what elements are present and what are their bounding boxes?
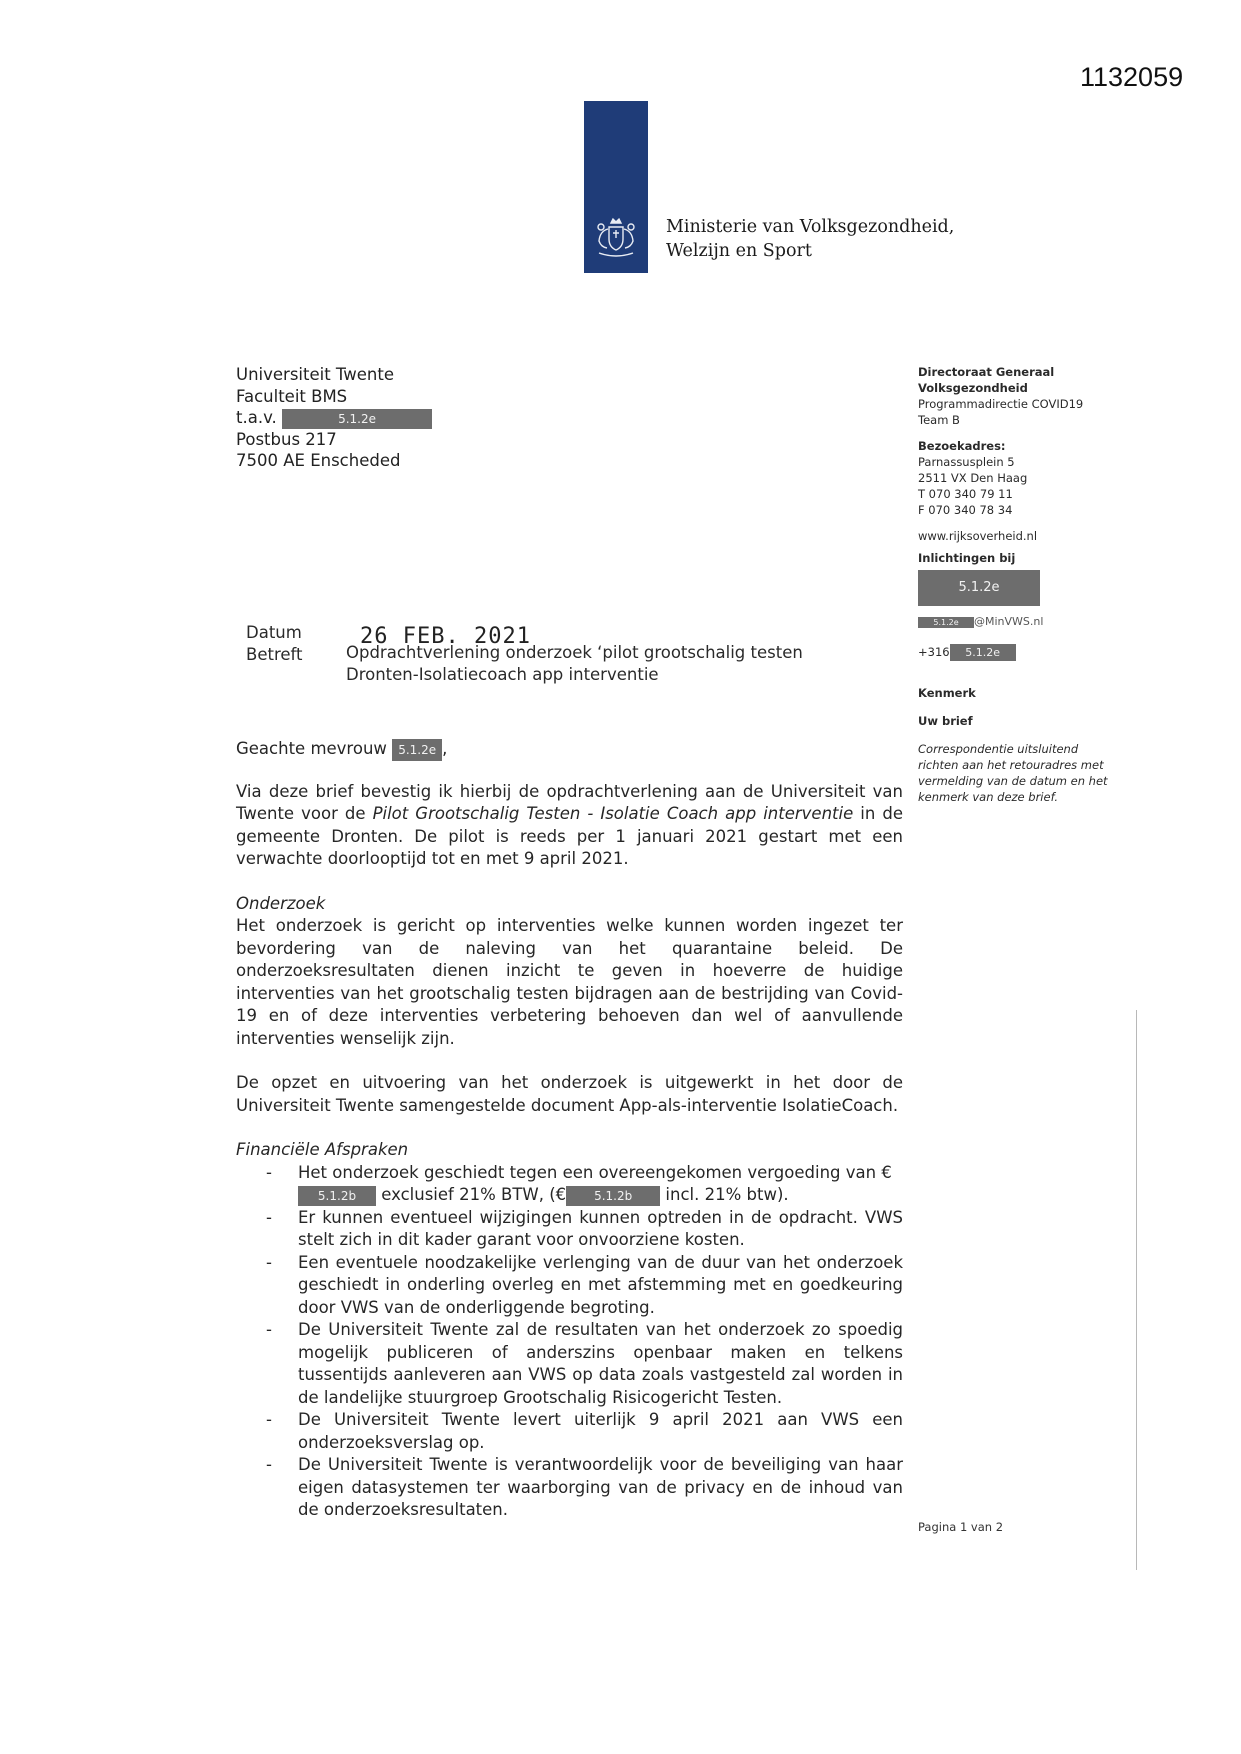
redaction-box: 5.1.2e — [950, 644, 1016, 661]
tav-label: t.a.v. — [236, 408, 277, 427]
email-line — [918, 614, 1138, 630]
financial-list — [236, 1162, 903, 1522]
list-item: - Er kunnen eventueel wijzigingen kunnen optreden in de opdracht. VWS stelt zich in dit kader garant voor onvoorziene kosten. — [236, 1207, 903, 1252]
phone-prefix: +316 — [918, 645, 950, 659]
date-stamp: 26 FEB. 2021 — [360, 624, 531, 649]
paragraph-intro — [236, 781, 903, 871]
redaction-box: 5.1.2e — [918, 617, 974, 628]
dept-line-2: Volksgezondheid — [918, 381, 1028, 395]
recipient-line-4: Postbus 217 — [236, 429, 337, 449]
subject-line-2: Dronten-Isolatiecoach app interventie — [346, 665, 659, 684]
fin-item-1-a: Het onderzoek geschiedt tegen een overeengekomen vergoeding van € — [298, 1162, 892, 1182]
sender-sidebar — [918, 364, 1138, 805]
recipient-line-tav — [236, 407, 432, 429]
visit-line-2: 2511 VX Den Haag — [918, 471, 1028, 485]
ministry-line-1: Ministerie van Volksgezondheid, — [666, 217, 955, 237]
recipient-line-1: Universiteit Twente — [236, 365, 394, 384]
paragraph-intro-b: in de gemeente Dronten. De pilot is reeds per 1 januari 2021 gestart met een verwachte doorlooptijd tot en met 9 april 2021. — [236, 804, 903, 868]
betreft-label: Betreft — [246, 645, 303, 664]
uw-brief-label: Uw brief — [918, 714, 973, 728]
recipient-line-2: Faculteit BMS — [236, 386, 348, 406]
dept-line-1: Directoraat Generaal — [918, 365, 1055, 379]
email-domain: @MinVWS.nl — [974, 615, 1044, 628]
website-link[interactable]: www.rijksoverheid.nl — [918, 529, 1038, 543]
list-item — [236, 1162, 903, 1207]
subject-line-1: Opdrachtverlening onderzoek ‘pilot grootschalig testen — [346, 643, 803, 662]
recipient-line-5: 7500 AE Enscheded — [236, 451, 401, 470]
fin-item-1-c: incl. 21% btw). — [665, 1185, 789, 1204]
dept-line-3: Programmadirectie COVID19 — [918, 397, 1084, 411]
mobile-line — [918, 644, 1138, 661]
visit-address-label: Bezoekadres: — [918, 439, 1006, 453]
info-label: Inlichtingen bij — [918, 551, 1016, 565]
fin-item-1-b: exclusief 21% BTW, (€ — [381, 1185, 567, 1204]
coat-of-arms-icon — [591, 213, 641, 259]
datum-label: Datum — [246, 623, 302, 642]
letter-meta — [246, 622, 346, 666]
kenmerk-label: Kenmerk — [918, 686, 976, 700]
redaction-box: 5.1.2e — [392, 739, 442, 761]
redaction-box: 5.1.2e — [282, 409, 432, 429]
government-logo — [584, 101, 648, 273]
document-number: 1132059 — [1080, 62, 1184, 92]
fax-number: F 070 340 78 34 — [918, 503, 1013, 517]
list-item: - De Universiteit Twente levert uiterlijk 9 april 2021 aan VWS een onderzoeksverslag op. — [236, 1409, 903, 1454]
redaction-box: 5.1.2b — [566, 1186, 660, 1206]
ministry-name — [666, 215, 954, 263]
pilot-name: Pilot Grootschalig Testen - Isolatie Coach app interventie — [372, 804, 854, 823]
onderzoek-heading: Onderzoek — [236, 893, 326, 913]
list-item: - Een eventuele noodzakelijke verlenging van de duur van het onderzoek geschiedt in onderling overleg en met afstemming met en goedkeuring door VWS van de onderliggende begroting. — [236, 1252, 903, 1320]
subject — [346, 642, 803, 686]
paragraph-intro-a: Via deze brief bevestig ik hierbij de opdrachtverlening aan de Universiteit van Twente voor de — [236, 781, 903, 823]
paragraph-opzet: De opzet en uitvoering van het onderzoek is uitgewerkt in het door de Universiteit Twente samengestelde document App-als-interventie IsolatieCoach. — [236, 1073, 903, 1115]
redaction-box: 5.1.2b — [298, 1186, 376, 1206]
salutation: Geachte mevrouw 5.1.2e , — [236, 738, 903, 761]
redaction-box: 5.1.2e — [918, 570, 1040, 606]
financial-heading: Financiële Afspraken — [236, 1140, 409, 1159]
visit-line-1: Parnassusplein 5 — [918, 455, 1015, 469]
dept-line-4: Team B — [918, 413, 960, 427]
correspondence-note: Correspondentie uitsluitend richten aan het retouradres met vermelding van de datum en het kenmerk van deze brief. — [918, 742, 1108, 804]
list-item: - De Universiteit Twente is verantwoordelijk voor de beveiliging van haar eigen datasystemen ter waarborging van de privacy en de inhoud van de onderzoeksresultaten. — [236, 1454, 903, 1522]
salutation-text: Geachte mevrouw — [236, 739, 387, 758]
list-item: - De Universiteit Twente zal de resultaten van het onderzoek zo spoedig mogelijk publiceren of anderszins openbaar maken en telkens tussentijds aanleveren aan VWS op data zoals vastgesteld zal worden in de landelijke stuurgroep Grootschalig Risicogericht Testen. — [236, 1319, 903, 1409]
letter-body — [236, 738, 903, 1522]
page-number: Pagina 1 van 2 — [918, 1520, 1004, 1534]
margin-line — [1136, 1010, 1137, 1570]
phone-number: T 070 340 79 11 — [918, 487, 1013, 501]
paragraph-onderzoek: Het onderzoek is gericht op interventies welke kunnen worden ingezet ter bevordering van de naleving van het quarantaine beleid. De onderzoeksresultaten dienen inzicht te geven in hoeverre de huidige interventies van het grootschalig testen bijdragen aan de bestrijding van Covid-19 en of deze interventies verbetering behoeven dan wel of aanvullende interventies wenselijk zijn. — [236, 916, 903, 1048]
recipient-address — [236, 364, 432, 472]
ministry-line-2: Welzijn en Sport — [666, 241, 812, 261]
